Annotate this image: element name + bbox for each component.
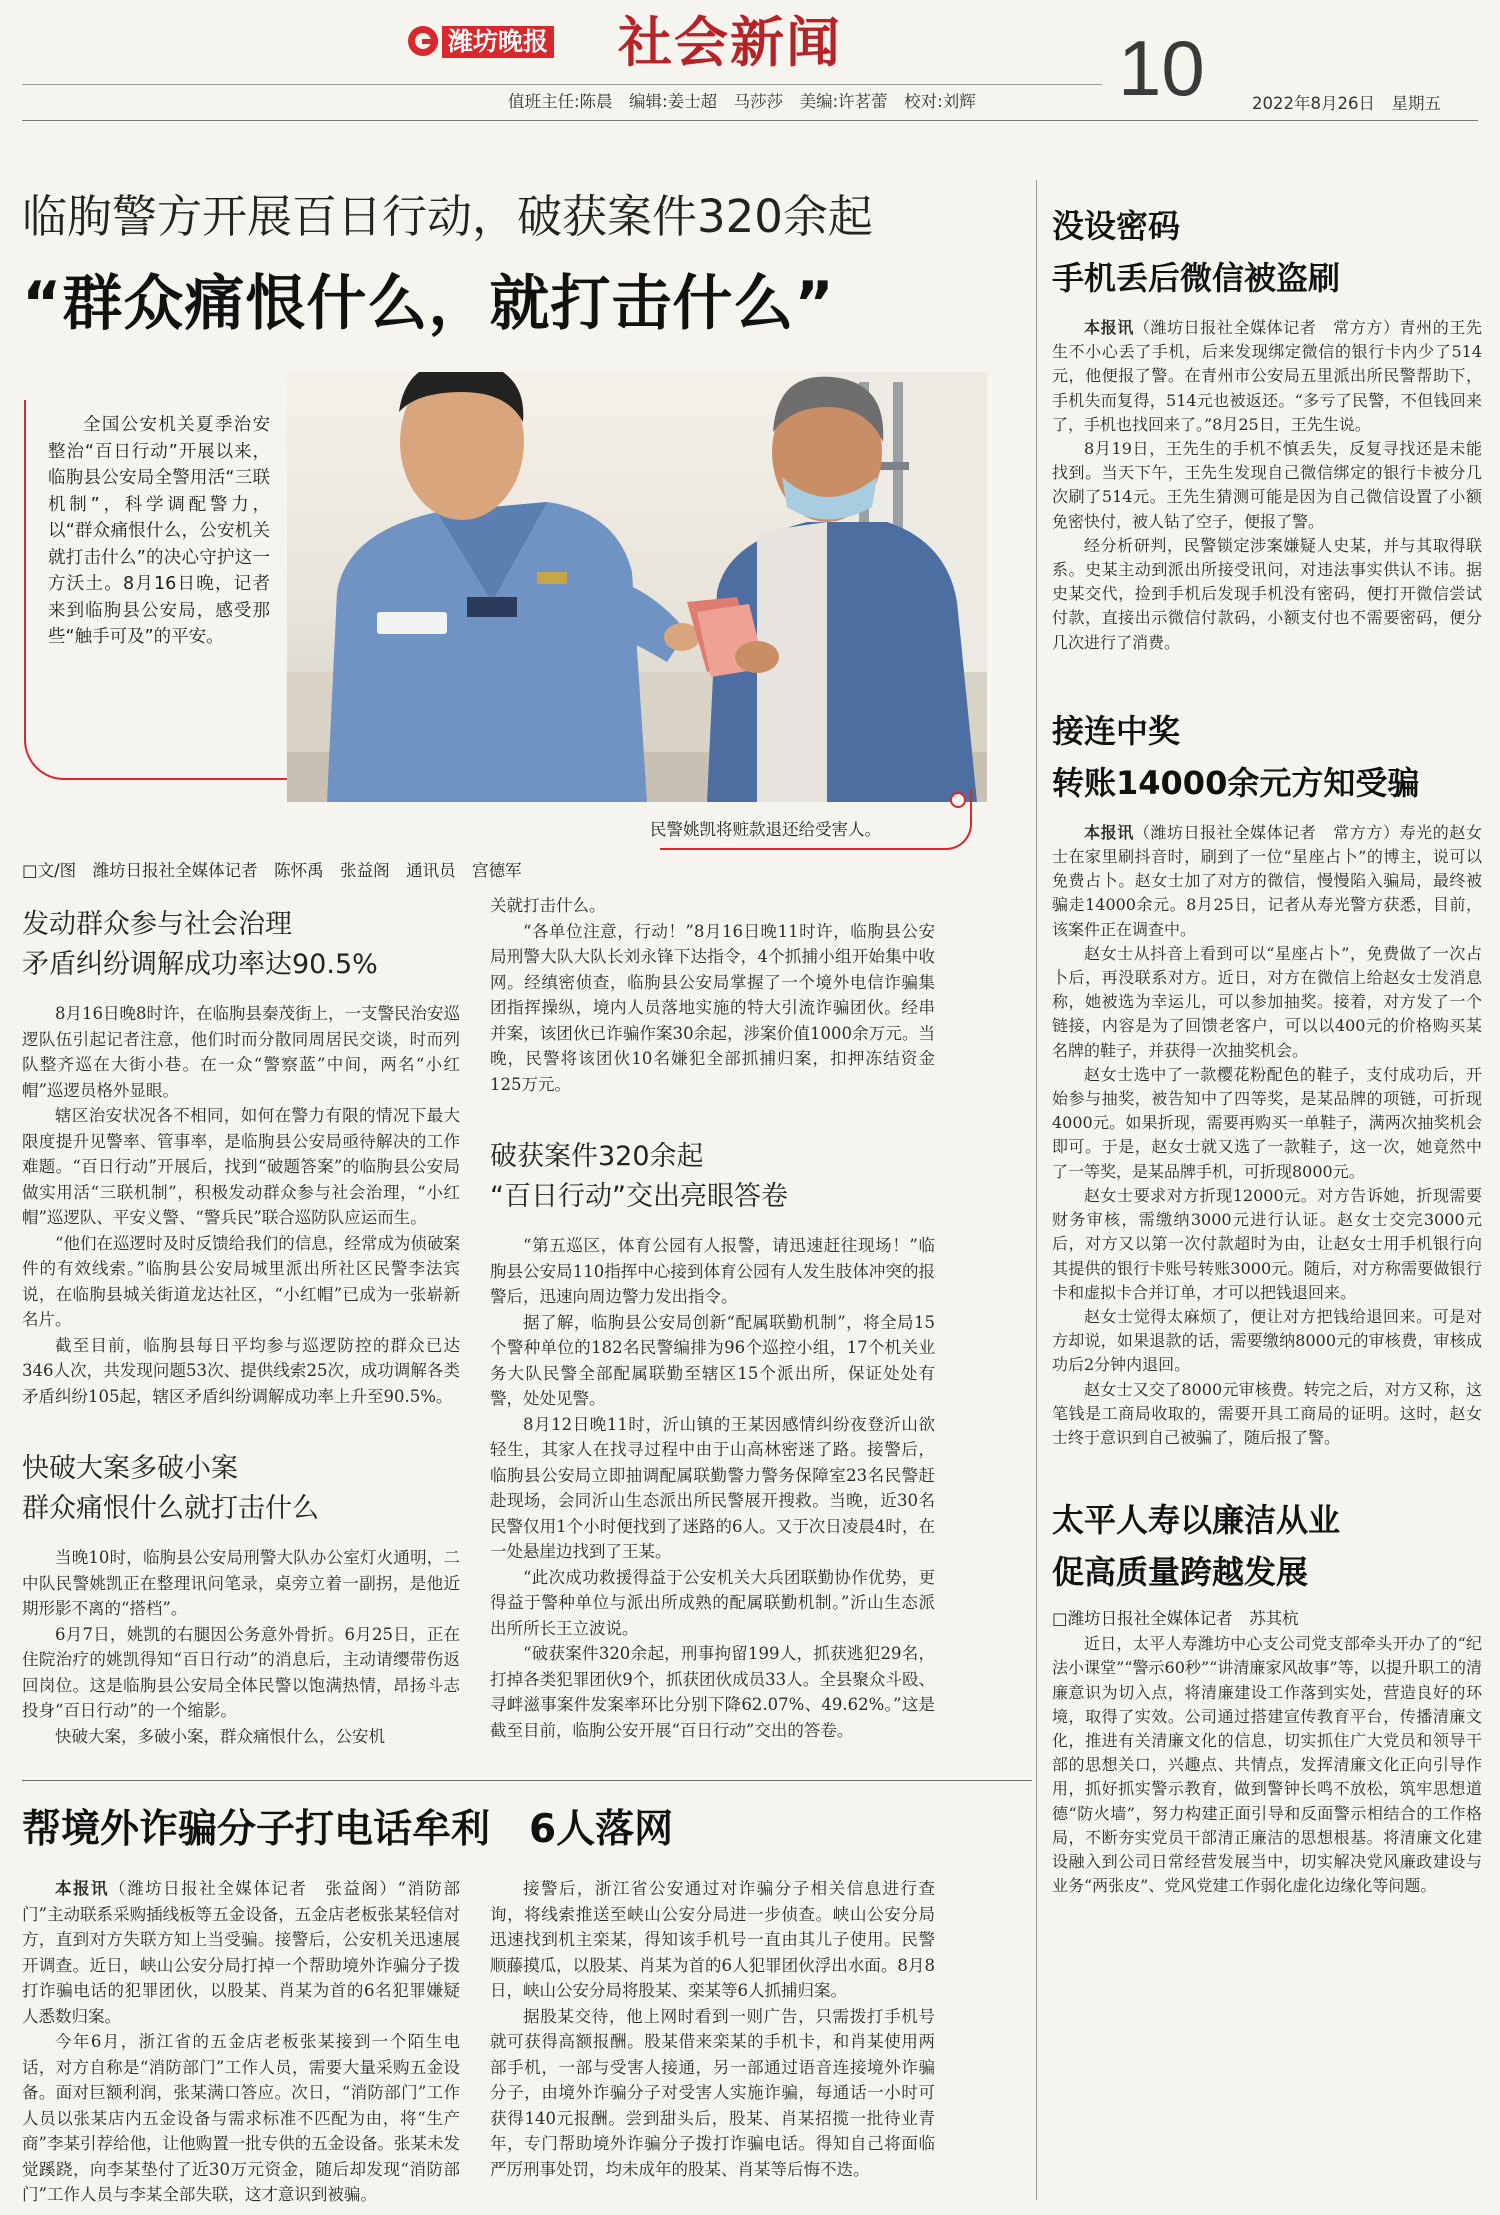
photo-caption: 民警姚凯将赃款退还给受害人。: [650, 820, 881, 839]
right3-paragraph: 近日，太平人寿潍坊中心支公司党支部牵头开办了的“纪法小课堂”“警示60秒”“讲清廉家风故事”等，以提升职工的清廉意识为切入点，将清廉建设工作落到实处，营造良好的环境，取得了实效。公司通过搭建宣传教育平台，传播清廉文化，推进有关清廉文化的信息，切实抓住广大党员和领导干部的思想关口，兴趣点、共情点，发挥清廉文化正向引导作用，抓好抓实警示教育，做到警钟长鸣不放松，筑牢思想道德“防火墙”，努力构建正面引导和反面警示相结合的工作格局，不断夯实党员干部清正廉洁的思想根基。将清廉文化建设融入到公司日常经营发展当中，切实解决党风廉政建设与业务“两张皮”、党风党建工作弱化虚化边缘化等问题。: [1052, 1634, 1482, 1896]
right1-paragraph: 8月19日，王先生的手机不慎丢失，反复寻找还是未能找到。当天下午，王先生发现自己微信绑定的银行卡被分几次刷了514元。王先生猜测可能是因为自己微信设置了小额免密快付，被人钻了空子，便报了警。: [1052, 439, 1482, 531]
bottom-paragraph: 接警后，浙江省公安通过对诈骗分子相关信息进行查询，将线索推送至峡山公安分局进一步侦查。峡山公安分局迅速找到机主栾某，得知该手机号一直由其儿子使用。民警顺藤摸瓜，以股某、肖某为首的6人犯罪团伙浮出水面。8月8日，峡山公安分局将股某、栾某等6人抓捕归案。: [490, 1879, 935, 2000]
sec1-paragraph: 截至目前，临朐县每日平均参与巡逻防控的群众已达346人次，共发现问题53次、提供线索25次，成功调解各类矛盾纠纷105起，辖区矛盾纠纷调解成功率上升至90.5%。: [22, 1335, 460, 1406]
lead-kicker: 临朐警方开展百日行动，破获案件320余起: [22, 190, 873, 243]
right1-headline-2: 手机丢后微信被盗刷: [1052, 259, 1341, 297]
bottom-paragraph: 据股某交待，他上网时看到一则广告，只需拨打手机号就可获得高额报酬。股某借来栾某的手机卡，和肖某使用两部手机，一部与受害人接通，另一部通过语音连接境外诈骗分子，由境外诈骗分子对受害人实施诈骗，每通话一小时可获得140元报酬。尝到甜头后，股某、肖某招揽一批待业青年，专门帮助境外诈骗分子拨打诈骗电话。得知自己将面临严厉刑事处罚，均未成年的股某、肖某等后悔不迭。: [490, 2006, 935, 2179]
lead-byline: □文/图 潍坊日报社全媒体记者 陈怀禹 张益阁 通讯员 宫德军: [22, 861, 522, 880]
dateline-label: 本报讯: [1084, 318, 1134, 337]
bottom-headline: 帮境外诈骗分子打电话牟利 6人落网: [22, 1807, 674, 1852]
sec1-paragraph: 8月16日晚8时许，在临朐县秦茂街上，一支警民治安巡逻队伍引起记者注意，他们时而分散同周居民交谈，时而列队整齐巡在大街小巷。在一众“警察蓝”中间，两名“小红帽”巡逻员格外显眼。: [22, 1004, 460, 1100]
right1-paragraph: 本报讯（潍坊日报社全媒体记者 常方方）青州的王先生不小心丢了手机，后来发现绑定微信的银行卡内少了514元，他便报了警。在青州市公安局五里派出所民警帮助下，手机失而复得，514元也被返还。“多亏了民警，不但钱回来了，手机也找回来了。”8月25日，王先生说。: [1052, 318, 1482, 434]
col2-paragraph: 关就打击什么。: [490, 896, 606, 915]
bottom-col-1: [22, 1876, 460, 2208]
lead-bottom-rule: [22, 1780, 1032, 1781]
bottom-paragraph: 今年6月，浙江省的五金店老板张某接到一个陌生电话，对方自称是“消防部门”工作人员，需要大量采购五金设备。面对巨额利润，张某满口答应。次日，“消防部门”工作人员以张某店内五金设备与需求标准不匹配为由，将“生产商”李某引荐给他，让他购置一批专供的五金设备。张某未发觉蹊跷，向李某垫付了近30万元资金，随后却发现“消防部门”工作人员与李某全部失联，这才意识到被骗。: [22, 2032, 460, 2204]
police-returning-money-photo: [287, 372, 987, 802]
bottom-paragraph: 本报讯（潍坊日报社全媒体记者 张益阁）“消防部门”主动联系采购插线板等五金设备，五金店老板张某轻信对方，直到对方失联方知上当受骗。接警后，公安机关迅速展开调查。近日，峡山公安分局打掉一个帮助境外诈骗分子拨打诈骗电话的犯罪团伙，以股某、肖某为首的6名犯罪嫌疑人悉数归案。: [22, 1879, 460, 2026]
sec1-paragraph: 辖区治安状况各不相同，如何在警力有限的情况下最大限度提升见警率、管事率，是临朐县公安局亟待解决的工作难题。“百日行动”开展后，找到“破题答案”的临朐县公安局做实用活“三联机制”，积极发动群众参与社会治理，“小红帽”巡逻队、平安义警、“警兵民”联合巡防队应运而生。: [22, 1106, 460, 1227]
lead-photo: [287, 372, 987, 802]
right2-paragraph: 赵女士从抖音上看到可以“星座占卜”，免费做了一次占卜后，再没联系对方。近日，对方在微信上给赵女士发消息称，她被选为幸运儿，可以参加抽奖。接着，对方发了一个链接，内容是为了回馈老客户，可以以400元的价格购买某名牌的鞋子，并获得一次抽奖机会。: [1052, 943, 1482, 1060]
lead-col-1: [22, 905, 460, 1749]
sec3-subhead-2: “百日行动”交出亮眼答卷: [490, 1181, 788, 1212]
sec2-subhead-1: 快破大案多破小案: [22, 1453, 238, 1484]
section-title: 社会新闻: [618, 11, 842, 74]
right-col: [1052, 200, 1482, 1898]
newspaper-logo-icon: [408, 26, 438, 56]
right2-paragraph: 赵女士又交了8000元审核费。转完之后，对方又称，这笔钱是工商局收取的，需要开具工商局的证明。这时，赵女士终于意识到自己被骗了，随后报了警。: [1052, 1379, 1482, 1447]
issue-date: 2022年8月26日 星期五: [1252, 94, 1441, 113]
sec2-paragraph: 6月7日，姚凯的右腿因公务意外骨折。6月25日，正在住院治疗的姚凯得知“百日行动”的消息后，主动请缨带伤返回岗位。这是临朐县公安局全体民警以饱满热情，昂扬斗志投身“百日行动”的一个缩影。: [22, 1624, 460, 1720]
intro-frame-curve: [24, 400, 314, 780]
sec3-paragraph: 8月12日晚11时，沂山镇的王某因感情纠纷夜登沂山欲轻生，其家人在找寻过程中由于山高林密迷了路。接警后，临朐县公安局立即抽调配属联勤警力警务保障室23名民警赶赴现场，会同沂山生态派出所民警展开搜救。当晚，近30名民警仅用1个小时便找到了迷路的6人。又于次日凌晨4时，在一处悬崖边找到了王某。: [490, 1414, 935, 1561]
sec1-subhead-1: 发动群众参与社会治理: [22, 909, 292, 940]
sec3-paragraph: “破获案件320余起，刑事拘留199人，抓获逃犯29名，打掉各类犯罪团伙9个，抓获团伙成员33人。全县聚众斗殴、寻衅滋事案件发案率环比分别下降62.07%、49.62%。”这是截至目前，临朐公安开展“百日行动”交出的答卷。: [490, 1644, 935, 1740]
right2-paragraph: 赵女士觉得太麻烦了，便让对方把钱给退回来。可是对方却说，如果退款的话，需要缴纳8000元的审核费，审核成功后2分钟内退回。: [1052, 1306, 1482, 1375]
column-divider: [1036, 180, 1037, 2200]
sec2-paragraph: 快破大案，多破小案，群众痛恨什么，公安机: [55, 1726, 385, 1746]
right2-paragraph: 赵女士要求对方折现12000元。对方告诉她，折现需要财务审核，需缴纳3000元进行认证。赵女士交完3000元后，对方又以第一次付款超时为由，让赵女士用手机银行向其提供的银行卡账号转账3000元。随后，对方称需要做银行卡和虚拟卡合并订单，才可以把钱退回来。: [1052, 1185, 1482, 1302]
sec3-subhead-1: 破获案件320余起: [490, 1141, 704, 1172]
header-rule-bottom: [22, 120, 1478, 121]
lead-col-2: [490, 893, 935, 1743]
right3-headline-1: 太平人寿以廉洁从业: [1052, 1501, 1341, 1540]
right3-headline-2: 促高质量跨越发展: [1052, 1553, 1309, 1592]
sec2-paragraph: 当晚10时，临朐县公安局刑警大队办公室灯火通明，二中队民警姚凯正在整理讯问笔录，桌旁立着一副拐，是他近期形影不离的“搭档”。: [22, 1548, 460, 1618]
sec3-paragraph: 据了解，临朐县公安局创新“配属联勤机制”，将全局15个警种单位的182名民警编排为96个巡控小组，17个机关业务大队民警全部配属联勤至辖区15个派出所，保证处处有警，处处见警。: [490, 1312, 935, 1408]
sec2-subhead-2: 群众痛恨什么就打击什么: [22, 1493, 319, 1524]
right2-headline-1: 接连中奖: [1052, 711, 1181, 750]
right1-paragraph: 经分析研判，民警锁定涉案嫌疑人史某，并与其取得联系。史某主动到派出所接受讯问，对违法事实供认不讳。据史某交代，捡到手机后发现手机没有密码，便打开微信尝试付款，直接出示微信付款码，小额支付也不需要密码，便分几次进行了消费。: [1052, 535, 1482, 652]
page-number: 10: [1118, 24, 1205, 112]
sec1-subhead-2: 矛盾纠纷调解成功率达90.5%: [22, 949, 378, 980]
dateline-label: 本报讯: [1084, 822, 1134, 842]
right2-headline-2: 转账14000余元方知受骗: [1052, 763, 1420, 802]
masthead: [0, 0, 1500, 130]
dateline-label: 本报讯: [55, 1879, 110, 1898]
sec3-paragraph: “此次成功救援得益于公安机关大兵团联勤协作优势，更得益于警种单位与派出所成熟的配属联勤机制。”沂山生态派出所所长王立波说。: [490, 1567, 935, 1638]
header-rule-top: [22, 84, 1102, 85]
staff-line: 值班主任:陈晨 编辑:姜士超 马莎莎 美编:许茗蕾 校对:刘辉: [508, 92, 976, 111]
right2-paragraph: 本报讯（潍坊日报社全媒体记者 常方方）寿光的赵女士在家里刷抖音时，刷到了一位“星座占卜”的博主，说可以免费占卜。赵女士加了对方的微信，慢慢陷入骗局，最终被骗走14000余元。8月25日，记者从寿光警方获悉，目前，该案件正在调查中。: [1052, 822, 1482, 939]
right2-paragraph: 赵女士选中了一款樱花粉配色的鞋子，支付成功后，开始参与抽奖，被告知中了四等奖，是某品牌的项链，可折现4000元。如果折现，需要再购买一单鞋子，满两次抽奖机会即可。于是，赵女士就又选了一款鞋子，这一次，她竟然中了一等奖，是某品牌手机，可折现8000元。: [1052, 1064, 1482, 1181]
right1-headline-1: 没设密码: [1052, 207, 1181, 245]
sec1-paragraph: “他们在巡逻时及时反馈给我们的信息，经常成为侦破案件的有效线索。”临朐县公安局城里派出所社区民警李法宾说，在临朐县城关街道龙达社区，“小红帽”已成为一张崭新名片。: [22, 1233, 460, 1329]
sec3-paragraph: “第五巡区，体育公园有人报警，请迅速赶往现场！”临朐县公安局110指挥中心接到体育公园有人发生肢体冲突的报警后，迅速向周边警力发出指令。: [490, 1236, 935, 1306]
lead-headline: “群众痛恨什么，就打击什么”: [22, 269, 835, 339]
bottom-col-2: [490, 1876, 935, 2182]
caption-marker-icon: [950, 792, 966, 808]
caption-frame-curve: [660, 790, 972, 850]
col2-paragraph: “各单位注意，行动！”8月16日晚11时许，临朐县公安局刑警大队大队长刘永锋下达指令，4个抓捕小组开始集中收网。经缜密侦查，临朐县公安局掌握了一个境外电信诈骗集团指挥操纵，境内人员落地实施的特大引流诈骗团伙。经串并案，该团伙已诈骗作案30余起，涉案价值1000余万元。当晚，民警将该团伙10名嫌犯全部抓捕归案，扣押冻结资金125万元。: [490, 921, 935, 1094]
right3-byline: □潍坊日报社全媒体记者 苏其杭: [1052, 1609, 1299, 1629]
lead-intro-text: 全国公安机关夏季治安整治“百日行动”开展以来，临朐县公安局全警用活“三联机制”，科学调配警力，以“群众痛恨什么，公安机关就打击什么”的决心守护这一方沃土。8月16日晚，记者来到临朐县公安局，感受那些“触手可及”的平安。: [48, 415, 270, 647]
paper-name: 潍坊晚报: [442, 26, 554, 58]
